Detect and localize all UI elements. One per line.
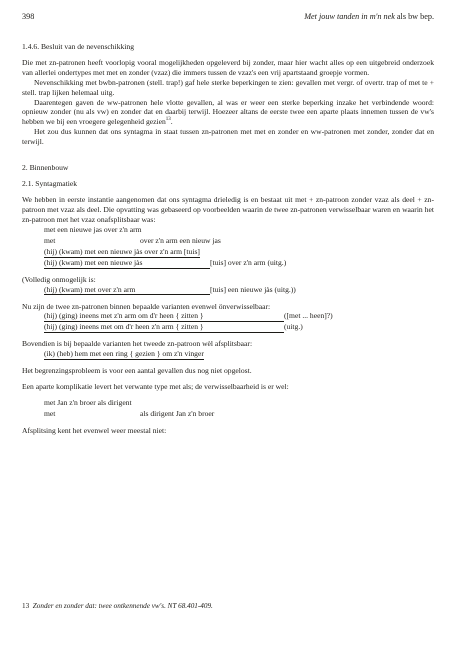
example-text: met <box>44 409 56 419</box>
example-text: met <box>44 235 56 245</box>
example-text: (uitg.) <box>284 322 303 332</box>
example-text: als dirigent Jan z'n broer <box>140 409 215 419</box>
paragraph: Afsplitsing kent het evenwel weer meestal niet: <box>22 426 167 436</box>
example-text: (hij) (kwam) met een nieuwe jàs <box>44 258 210 269</box>
example-block <box>22 311 434 333</box>
example-text: met een nieuwe jas over z'n arm <box>44 224 142 234</box>
example-line <box>44 409 434 420</box>
paragraph: Nu zijn de twee zn-patronen binnen bepaalde varianten evenwel önverwisselbaar: <box>22 301 271 311</box>
footnote-text: Zonder en zonder dat: twee ontkennende vw's. NT 68.401-409. <box>32 602 213 610</box>
paragraph: Nevenschikking met bwbn-patronen (stell. trap!) gaf hele sterke beperkingen te zien: gevallen met vergr. of overtr. trap of met te + stell. trap lijken helemaal uitg. <box>22 77 434 97</box>
example-text: (hij) (kwam) met een nieuwe jàs over z'n arm [tuis] <box>44 246 200 256</box>
example-line <box>44 225 434 236</box>
example-line <box>44 236 434 247</box>
paragraph-end: . <box>170 117 173 127</box>
paragraph <box>22 98 434 128</box>
page-number: 398 <box>22 12 35 21</box>
paragraph: Die met zn-patronen heeft voorlopig vooral mogelijkheden opgeleverd bij zonder, maar hier wacht alles op een uitgebreid onderzoek van allerlei ondertypes met met en zonder (vzaz) die immers tussen de vzaz's een vrij apartstaand groepje vormen. <box>22 57 434 77</box>
example-line <box>44 398 434 409</box>
example-text: (hij) (kwam) met over z'n arm <box>44 285 210 296</box>
paragraph: Het begrenzingsprobleem is voor een aantal gevallen dus nog niet opgelost. <box>22 366 252 376</box>
running-head-roman: als bw bep. <box>394 12 434 21</box>
example-block <box>22 349 434 360</box>
paragraph: Bovendien is bij bepaalde varianten het tweede zn-patroon wèl afsplitsbaar: <box>22 339 253 349</box>
running-head <box>304 12 434 22</box>
example-text: ([met ... heen]?) <box>284 311 333 321</box>
chapter-heading: 2. Binnenbouw <box>22 163 69 173</box>
example-text: (hij) (ging) ineens met z'n arm om d'r heen { zitten } <box>44 311 284 322</box>
example-text: (hij) (ging) ineens met om d'r heen z'n arm { zitten } <box>44 322 284 333</box>
example-line <box>44 258 434 269</box>
example-line <box>44 285 434 296</box>
paragraph: (Volledig onmogelijk is: <box>22 274 96 284</box>
example-block <box>22 285 434 296</box>
section-2 <box>22 163 434 436</box>
paragraph-text: Daarentegen gaven de ww-patronen hele vlotte gevallen, al was er weer een sterke beperking inzake het verbindende woord: opnieuw zonder (nu als vw) en zonder dat en daarbij terwijl. Hoezeer altans de eerste twee een aparte plaats innemen tussen de vw's hebben we bij een vroegere gelegenheid gezien <box>22 97 434 127</box>
example-line <box>44 349 434 360</box>
example-text: [tuis] een nieuwe jàs (uitg.)) <box>210 284 296 294</box>
paragraph: Een aparte komplikatie levert het verwante type met als; de verwisselbaarheid is er wel: <box>22 382 289 392</box>
example-text: [tuis] over z'n arm (uitg.) <box>210 257 287 267</box>
running-head-italic: Met jouw tanden in m'n nek <box>304 12 395 21</box>
example-text: met Jan z'n broer als dirigent <box>44 398 132 408</box>
footnote-number: 13 <box>22 602 30 610</box>
example-text: over z'n arm een nieuw jas <box>140 235 221 245</box>
example-line <box>44 247 434 258</box>
footnote <box>22 602 213 612</box>
example-line <box>44 311 434 322</box>
example-block <box>22 225 434 269</box>
example-block <box>22 398 434 420</box>
section-1-4-6 <box>22 42 434 147</box>
section-heading: 1.4.6. Besluit van de nevenschikking <box>22 42 134 51</box>
example-text: (ik) (heb) hem met een ring { gezien } om z'n vinger <box>44 349 204 359</box>
page-header <box>22 12 434 26</box>
example-line <box>44 322 434 333</box>
subsection-heading: 2.1. Syntagmatiek <box>22 178 78 188</box>
paragraph: We hebben in eerste instantie aangenomen dat ons syntagma drieledig is en bestaat uit met + zn-patroon zonder vzaz als deel + zn-patroon met vzaz als deel. Die opvatting was gebaseerd op voorbeelden waarin de twee zn-patronen verwisselbaar waren en waarin het zn-patroon met het vzaz onafsplitsbaar was: <box>22 194 434 224</box>
footnote-ref: 13 <box>165 117 171 123</box>
paragraph: Het zou dus kunnen dat ons syntagma in staat tussen zn-patronen met met en zonder en ww-patronen met zonder, zonder dat en terwijl. <box>22 127 434 147</box>
